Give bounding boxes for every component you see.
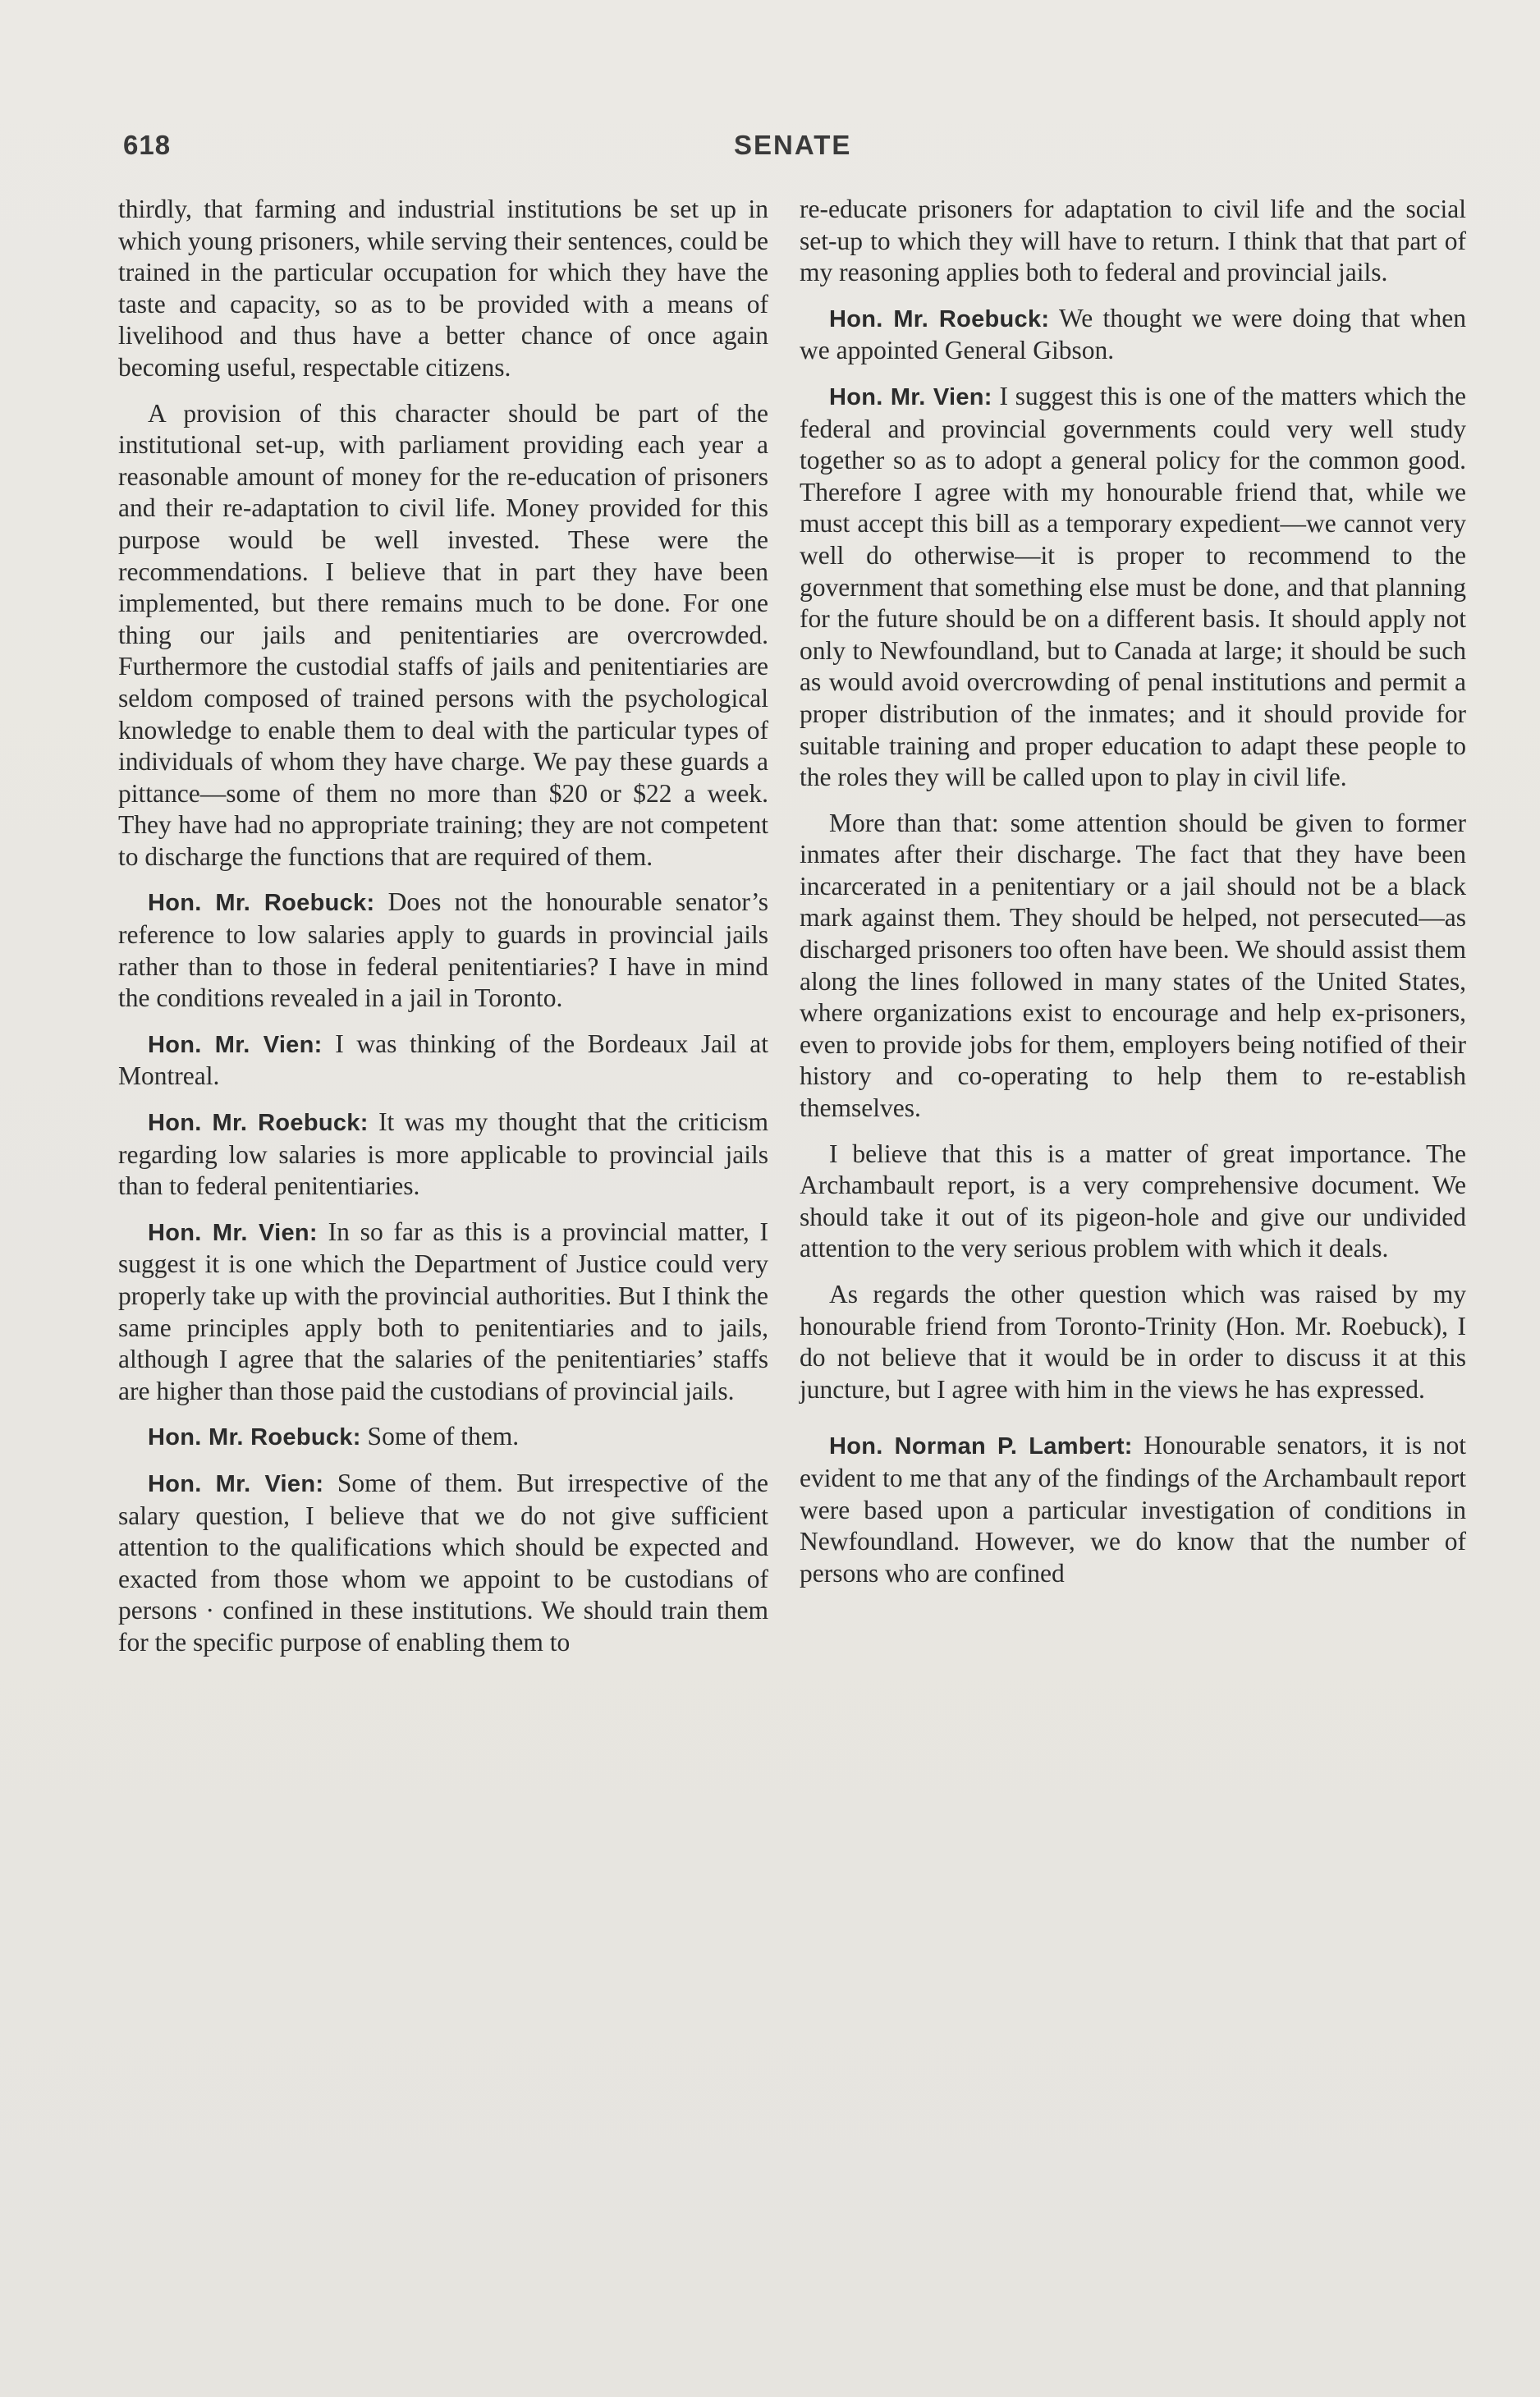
speaker-name: Hon. Norman P. Lambert: bbox=[829, 1433, 1133, 1460]
speaker-name: Hon. Mr. Vien: bbox=[148, 1031, 323, 1058]
left-column bbox=[118, 194, 768, 1673]
right-column bbox=[800, 194, 1466, 1603]
speech-paragraph: Hon. Mr. Roebuck: Some of them. bbox=[148, 1422, 520, 1451]
paragraph: thirdly, that farming and industrial institutions be set up in which young prisoners, while serving their sentences, could be trained in the particular occupation for which they have the taste and capacity, so as to be provided with a means of livelihood and thus have a better chance of once again becoming useful, respectable citizens. bbox=[118, 195, 768, 382]
paragraph: I believe that this is a matter of great importance. The Archambault report, is a very comprehensive document. We should take it out of its pigeon-hole and give our undivided attention to the very serious problem with which it deals. bbox=[800, 1139, 1466, 1263]
speech-paragraph: Hon. Mr. Roebuck: It was my thought that the criticism regarding low salaries is more applicable to provincial jails than to federal penitentiaries. bbox=[118, 1107, 769, 1201]
speaker-name: Hon. Mr. Vien: bbox=[148, 1219, 318, 1246]
speech-paragraph: Hon. Mr. Vien: Some of them. But irrespective of the salary question, I believe that we do not give sufficient attention to the qualifications which should be expected and exacted from those whom we appoint to be custodians of persons · confined in these institutions. We should train them for the specific purpose of enabling them to bbox=[118, 1468, 768, 1657]
speaker-name: Hon. Mr. Vien: bbox=[829, 383, 992, 410]
page-number: 618 bbox=[123, 130, 172, 160]
paragraph: A provision of this character should be part of the institutional set-up, with parliament providing each year a reasonable amount of money for the re-education of prisoners and their re-adaptation to civil life. Money provided for this purpose would be well invested. These were the recommendations. I believe that in part they have been implemented, but there remains much to be done. For one thing our jails and penitentiaries are overcrowded. Furthermore the custodial staffs of jails and penitentiaries are seldom composed of trained persons with the psychological knowledge to enable them to deal with the particular types of individuals of whom they have charge. We pay these guards a pittance—some of them no more than $20 or $22 a week. They have had no appropriate training; they are not competent to discharge the functions that are required of them. bbox=[118, 398, 768, 871]
speaker-name: Hon. Mr. Roebuck: bbox=[829, 305, 1050, 332]
speaker-name: Hon. Mr. Roebuck: bbox=[148, 890, 375, 917]
speaker-name: Hon. Mr. Roebuck: bbox=[148, 1424, 361, 1451]
paragraph: More than that: some attention should be given to former inmates after their discharge. The fact that they have been incarcerated in a penitentiary or a jail should not be a black mark against them. They should be helped, not persecuted—as discharged prisoners too often have been. We should assist them along the lines followed in many states of the United States, where organizations exist to encourage and help ex-prisoners, even to provide jobs for them, employers being notified of their history and co-operating to help them to re-establish themselves. bbox=[800, 808, 1466, 1123]
speech-paragraph: Hon. Mr. Vien: In so far as this is a provincial matter, I suggest it is one which the Department of Justice could very properly take up with the provincial authorities. But I think the same principles apply both to penitentiaries and to jails, although I agree that the salaries of the penitentiaries’ staffs are higher than those paid the custodians of provincial jails. bbox=[118, 1217, 768, 1405]
speech-paragraph: Hon. Norman P. Lambert: Honourable senators, it is not evident to me that any of the findings of the Archambault report were based upon a particular investigation of conditions in Newfoundland. However, we do know that the number of persons who are confined bbox=[800, 1431, 1466, 1588]
speaker-name: Hon. Mr. Roebuck: bbox=[148, 1110, 369, 1137]
speech-paragraph: Hon. Mr. Vien: I was thinking of the Bordeaux Jail at Montreal. bbox=[118, 1029, 768, 1091]
speech-paragraph: Hon. Mr. Roebuck: Does not the honourable senator’s reference to low salaries apply to guards in provincial jails rather than to those in federal penitentiaries? I have in mind the conditions revealed in a jail in Toronto. bbox=[118, 887, 768, 1013]
speech-paragraph: Hon. Mr. Roebuck: We thought we were doing that when we appointed General Gibson. bbox=[800, 303, 1467, 365]
speech-paragraph: Hon. Mr. Vien: I suggest this is one of the matters which the federal and provincial governments could very well study together so as to adopt a general policy for the common good. Therefore I agree with my honourable friend that, while we must accept this bill as a temporary expedient—we cannot very well do otherwise—it is proper to recommend to the government that something else must be done, and that planning for the future should be on a different basis. It should apply not only to Newfoundland, but to Canada at large; it should be such as would avoid overcrowding of penal institutions and permit a proper distribution of the inmates; and it should provide for suitable training and proper education to adapt these people to the roles they will be called upon to play in civil life. bbox=[800, 381, 1466, 792]
paragraph: As regards the other question which was raised by my honourable friend from Toronto-Trinity (Hon. Mr. Roebuck), I do not believe that it would be in order to discuss it at this juncture, but I agree with him in the views he has expressed. bbox=[800, 1280, 1466, 1404]
paragraph: re-educate prisoners for adaptation to civil life and the social set-up to which they will have to return. I think that that part of my reasoning applies both to federal and provincial jails. bbox=[800, 195, 1466, 287]
page-header-title: SENATE bbox=[734, 130, 852, 160]
speaker-name: Hon. Mr. Vien: bbox=[148, 1470, 324, 1497]
